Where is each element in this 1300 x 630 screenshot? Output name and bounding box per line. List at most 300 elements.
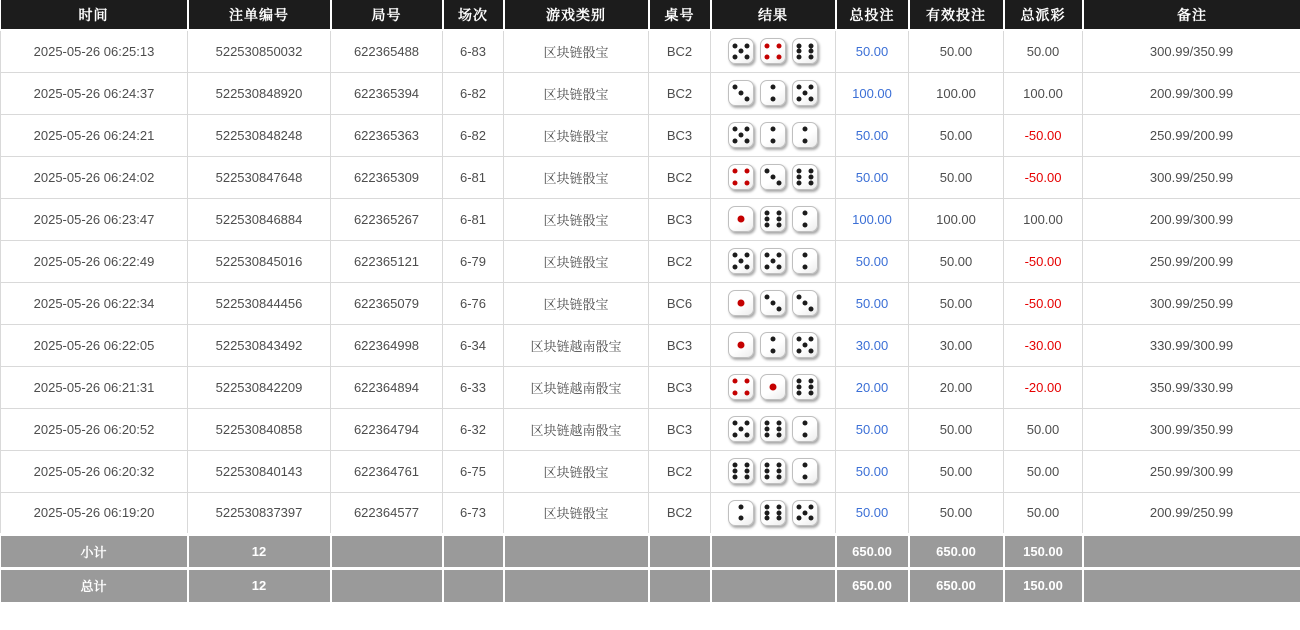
die-pip [771,348,776,353]
die-pip [733,390,738,395]
die-pip [776,306,781,311]
cell-valid-bet: 20.00 [909,366,1004,408]
die-pip [803,127,808,132]
cell-result [711,408,836,450]
dice-icon [760,38,786,64]
cell-valid-bet: 50.00 [909,156,1004,198]
die-pip [765,264,770,269]
die-pip [733,169,738,174]
table-row [1,156,1300,198]
die-pip [797,516,802,521]
die-pip [808,348,813,353]
cell-time: 2025-05-26 06:22:05 [1,324,188,366]
die-pip [776,469,781,474]
die-pip [765,217,770,222]
grand-total-row [1,568,1300,602]
cell-bet-id: 522530847648 [188,156,331,198]
die-pip [808,85,813,90]
cell-time: 2025-05-26 06:24:37 [1,72,188,114]
die-pip [765,295,770,300]
die-pip [803,343,808,348]
die-pip [808,379,813,384]
cell-valid-bet: 100.00 [909,198,1004,240]
die-pip [739,133,744,138]
cell-total-bet[interactable]: 50.00 [836,30,909,72]
cell-bet-id: 522530844456 [188,282,331,324]
dice-icon [728,206,754,232]
dice-icon [760,122,786,148]
die-pip [765,421,770,426]
dice-icon [760,500,786,526]
dice-icon [728,248,754,274]
cell-valid-bet: 50.00 [909,450,1004,492]
cell-session: 6-83 [443,30,504,72]
cell-session: 6-33 [443,366,504,408]
die-pip [803,301,808,306]
die-pip [733,54,738,59]
footer-remark [1083,534,1300,568]
die-pip [797,337,802,342]
cell-total-payout: -50.00 [1004,240,1083,282]
die-pip [797,379,802,384]
dice-icon [728,122,754,148]
header-row [1,0,1300,30]
dice-icon [792,500,818,526]
die-pip [765,463,770,468]
cell-game-type: 区块链骰宝 [504,72,649,114]
die-pip [808,390,813,395]
dice-icon [760,80,786,106]
cell-total-bet[interactable]: 100.00 [836,198,909,240]
die-pip [776,211,781,216]
cell-total-payout: 100.00 [1004,198,1083,240]
cell-game-type: 区块链骰宝 [504,450,649,492]
cell-total-bet[interactable]: 50.00 [836,492,909,534]
cell-table-no: BC3 [649,114,711,156]
die-pip [733,474,738,479]
dice-icon [792,248,818,274]
dice-icon [760,248,786,274]
die-pip [733,264,738,269]
cell-result [711,282,836,324]
die-pip [765,253,770,258]
die-pip [803,91,808,96]
cell-session: 6-75 [443,450,504,492]
footer-game-type [504,534,649,568]
die-pip [765,504,770,509]
cell-total-payout: 50.00 [1004,30,1083,72]
die-pip [771,127,776,132]
cell-valid-bet: 100.00 [909,72,1004,114]
dice-icon [792,290,818,316]
cell-remark: 300.99/250.99 [1083,156,1300,198]
cell-table-no: BC2 [649,30,711,72]
cell-time: 2025-05-26 06:20:32 [1,450,188,492]
cell-total-bet[interactable]: 50.00 [836,282,909,324]
cell-session: 6-76 [443,282,504,324]
cell-round-no: 622365079 [331,282,443,324]
dice-icon [728,290,754,316]
table-header [1,0,1300,30]
cell-total-payout: 100.00 [1004,72,1083,114]
cell-session: 6-82 [443,72,504,114]
cell-remark: 330.99/300.99 [1083,324,1300,366]
dice-icon [760,206,786,232]
cell-bet-id: 522530840143 [188,450,331,492]
footer-total-bet: 650.00 [836,568,909,602]
die-pip [771,337,776,342]
die-pip [803,211,808,216]
footer-valid-bet: 650.00 [909,568,1004,602]
die-pip [744,253,749,258]
cell-bet-id: 522530842209 [188,366,331,408]
cell-result [711,198,836,240]
cell-time: 2025-05-26 06:24:21 [1,114,188,156]
cell-remark: 250.99/200.99 [1083,114,1300,156]
cell-session: 6-79 [443,240,504,282]
die-pip [797,96,802,101]
cell-valid-bet: 50.00 [909,408,1004,450]
die-pip [733,253,738,258]
die-pip [808,337,813,342]
footer-total-payout: 150.00 [1004,568,1083,602]
cell-bet-id: 522530837397 [188,492,331,534]
cell-result [711,240,836,282]
col-header-result: 结果 [711,0,836,30]
die-pip [739,516,744,521]
die-pip [776,43,781,48]
cell-game-type: 区块链骰宝 [504,30,649,72]
die-pip [797,390,802,395]
die-pip [738,300,745,307]
dice-icon [792,80,818,106]
dice-icon [728,332,754,358]
die-pip [733,85,738,90]
cell-remark: 250.99/200.99 [1083,240,1300,282]
footer-label: 小计 [1,534,188,568]
cell-result [711,324,836,366]
die-pip [733,463,738,468]
cell-total-bet[interactable]: 50.00 [836,240,909,282]
cell-time: 2025-05-26 06:21:31 [1,366,188,408]
die-pip [776,421,781,426]
subtotal-row [1,534,1300,568]
cell-session: 6-81 [443,198,504,240]
die-pip [797,49,802,54]
die-pip [744,379,749,384]
cell-session: 6-32 [443,408,504,450]
die-pip [797,385,802,390]
cell-total-payout: -50.00 [1004,156,1083,198]
die-pip [803,264,808,269]
table-row [1,408,1300,450]
die-pip [803,421,808,426]
die-pip [765,211,770,216]
footer-table-no [649,534,711,568]
cell-table-no: BC6 [649,282,711,324]
die-pip [738,216,745,223]
die-pip [797,85,802,90]
table-row [1,492,1300,534]
dice-icon [792,206,818,232]
cell-round-no: 622365121 [331,240,443,282]
cell-game-type: 区块链越南骰宝 [504,408,649,450]
col-header-remark: 备注 [1083,0,1300,30]
col-header-table-no: 桌号 [649,0,711,30]
die-pip [744,169,749,174]
cell-time: 2025-05-26 06:23:47 [1,198,188,240]
dice-icon [760,164,786,190]
die-pip [744,474,749,479]
die-pip [776,427,781,432]
cell-bet-id: 522530846884 [188,198,331,240]
table-row [1,30,1300,72]
cell-round-no: 622364894 [331,366,443,408]
col-header-session: 场次 [443,0,504,30]
cell-round-no: 622364998 [331,324,443,366]
die-pip [797,175,802,180]
cell-time: 2025-05-26 06:22:49 [1,240,188,282]
die-pip [738,342,745,349]
cell-round-no: 622365363 [331,114,443,156]
die-pip [776,54,781,59]
die-pip [808,169,813,174]
die-pip [803,510,808,515]
die-pip [797,180,802,185]
cell-table-no: BC2 [649,450,711,492]
cell-bet-id: 522530843492 [188,324,331,366]
cell-game-type: 区块链骰宝 [504,492,649,534]
cell-game-type: 区块链越南骰宝 [504,324,649,366]
dice-icon [792,38,818,64]
dice-icon [760,290,786,316]
dice-icon [792,122,818,148]
dice-icon [792,416,818,442]
cell-total-payout: -20.00 [1004,366,1083,408]
cell-round-no: 622365267 [331,198,443,240]
cell-valid-bet: 50.00 [909,492,1004,534]
table-row [1,198,1300,240]
col-header-total-bet: 总投注 [836,0,909,30]
die-pip [733,469,738,474]
die-pip [739,504,744,509]
col-header-total-payout: 总派彩 [1004,0,1083,30]
die-pip [733,138,738,143]
die-pip [765,427,770,432]
dice-icon [760,416,786,442]
die-pip [803,432,808,437]
die-pip [803,474,808,479]
dice-icon [760,374,786,400]
die-pip [776,516,781,521]
cell-round-no: 622365309 [331,156,443,198]
die-pip [733,432,738,437]
die-pip [808,504,813,509]
die-pip [744,390,749,395]
die-pip [771,259,776,264]
die-pip [744,469,749,474]
cell-time: 2025-05-26 06:25:13 [1,30,188,72]
die-pip [808,49,813,54]
die-pip [744,432,749,437]
die-pip [733,379,738,384]
cell-valid-bet: 50.00 [909,30,1004,72]
die-pip [803,463,808,468]
die-pip [797,348,802,353]
col-header-valid-bet: 有效投注 [909,0,1004,30]
cell-total-bet[interactable]: 30.00 [836,324,909,366]
die-pip [776,222,781,227]
cell-valid-bet: 50.00 [909,282,1004,324]
cell-game-type: 区块链骰宝 [504,156,649,198]
footer-session [443,568,504,602]
die-pip [808,180,813,185]
cell-result [711,30,836,72]
die-pip [776,463,781,468]
die-pip [776,180,781,185]
die-pip [733,43,738,48]
footer-label: 总计 [1,568,188,602]
cell-remark: 300.99/250.99 [1083,282,1300,324]
cell-remark: 250.99/300.99 [1083,450,1300,492]
cell-total-payout: -30.00 [1004,324,1083,366]
footer-round-no [331,568,443,602]
col-header-time: 时间 [1,0,188,30]
cell-remark: 200.99/300.99 [1083,198,1300,240]
die-pip [776,474,781,479]
table-row [1,72,1300,114]
cell-round-no: 622364577 [331,492,443,534]
footer-result [711,534,836,568]
cell-total-payout: 50.00 [1004,450,1083,492]
cell-game-type: 区块链骰宝 [504,282,649,324]
die-pip [808,54,813,59]
footer-total-payout: 150.00 [1004,534,1083,568]
cell-valid-bet: 30.00 [909,324,1004,366]
footer-count: 12 [188,534,331,568]
die-pip [803,138,808,143]
cell-bet-id: 522530840858 [188,408,331,450]
die-pip [776,217,781,222]
col-header-bet-id: 注单编号 [188,0,331,30]
cell-total-bet[interactable]: 50.00 [836,156,909,198]
cell-total-bet[interactable]: 100.00 [836,72,909,114]
die-pip [765,516,770,521]
die-pip [744,421,749,426]
die-pip [776,253,781,258]
footer-remark [1083,568,1300,602]
die-pip [739,49,744,54]
die-pip [803,222,808,227]
die-pip [803,253,808,258]
col-header-round-no: 局号 [331,0,443,30]
cell-game-type: 区块链骰宝 [504,198,649,240]
table-row [1,114,1300,156]
cell-total-bet[interactable]: 50.00 [836,408,909,450]
die-pip [808,516,813,521]
cell-total-payout: 50.00 [1004,408,1083,450]
cell-valid-bet: 50.00 [909,114,1004,156]
cell-game-type: 区块链骰宝 [504,240,649,282]
die-pip [770,384,777,391]
die-pip [744,54,749,59]
die-pip [733,127,738,132]
dice-icon [792,458,818,484]
cell-session: 6-34 [443,324,504,366]
die-pip [744,96,749,101]
die-pip [765,222,770,227]
dice-icon [792,332,818,358]
cell-table-no: BC2 [649,240,711,282]
footer-count: 12 [188,568,331,602]
cell-time: 2025-05-26 06:20:52 [1,408,188,450]
die-pip [739,427,744,432]
cell-total-payout: -50.00 [1004,282,1083,324]
die-pip [808,385,813,390]
die-pip [797,43,802,48]
cell-session: 6-81 [443,156,504,198]
cell-bet-id: 522530848920 [188,72,331,114]
die-pip [765,432,770,437]
table-row [1,240,1300,282]
die-pip [744,127,749,132]
cell-result [711,114,836,156]
dice-icon [792,374,818,400]
cell-table-no: BC3 [649,408,711,450]
cell-valid-bet: 50.00 [909,240,1004,282]
cell-time: 2025-05-26 06:19:20 [1,492,188,534]
table-body [1,30,1300,602]
die-pip [808,96,813,101]
table-row [1,366,1300,408]
cell-round-no: 622365488 [331,30,443,72]
cell-round-no: 622364794 [331,408,443,450]
die-pip [739,259,744,264]
die-pip [797,295,802,300]
dice-icon [728,164,754,190]
die-pip [739,91,744,96]
die-pip [765,43,770,48]
die-pip [797,54,802,59]
cell-bet-id: 522530850032 [188,30,331,72]
die-pip [808,306,813,311]
cell-result [711,72,836,114]
die-pip [765,469,770,474]
die-pip [744,43,749,48]
cell-remark: 200.99/300.99 [1083,72,1300,114]
die-pip [776,510,781,515]
die-pip [744,264,749,269]
die-pip [744,180,749,185]
dice-icon [792,164,818,190]
cell-time: 2025-05-26 06:22:34 [1,282,188,324]
cell-result [711,450,836,492]
table-row [1,282,1300,324]
cell-total-bet[interactable]: 20.00 [836,366,909,408]
table-row [1,450,1300,492]
cell-total-bet[interactable]: 50.00 [836,450,909,492]
cell-result [711,366,836,408]
die-pip [771,301,776,306]
footer-table-no [649,568,711,602]
footer-total-bet: 650.00 [836,534,909,568]
cell-total-payout: -50.00 [1004,114,1083,156]
die-pip [765,169,770,174]
footer-round-no [331,534,443,568]
cell-total-bet[interactable]: 50.00 [836,114,909,156]
cell-time: 2025-05-26 06:24:02 [1,156,188,198]
cell-game-type: 区块链骰宝 [504,114,649,156]
